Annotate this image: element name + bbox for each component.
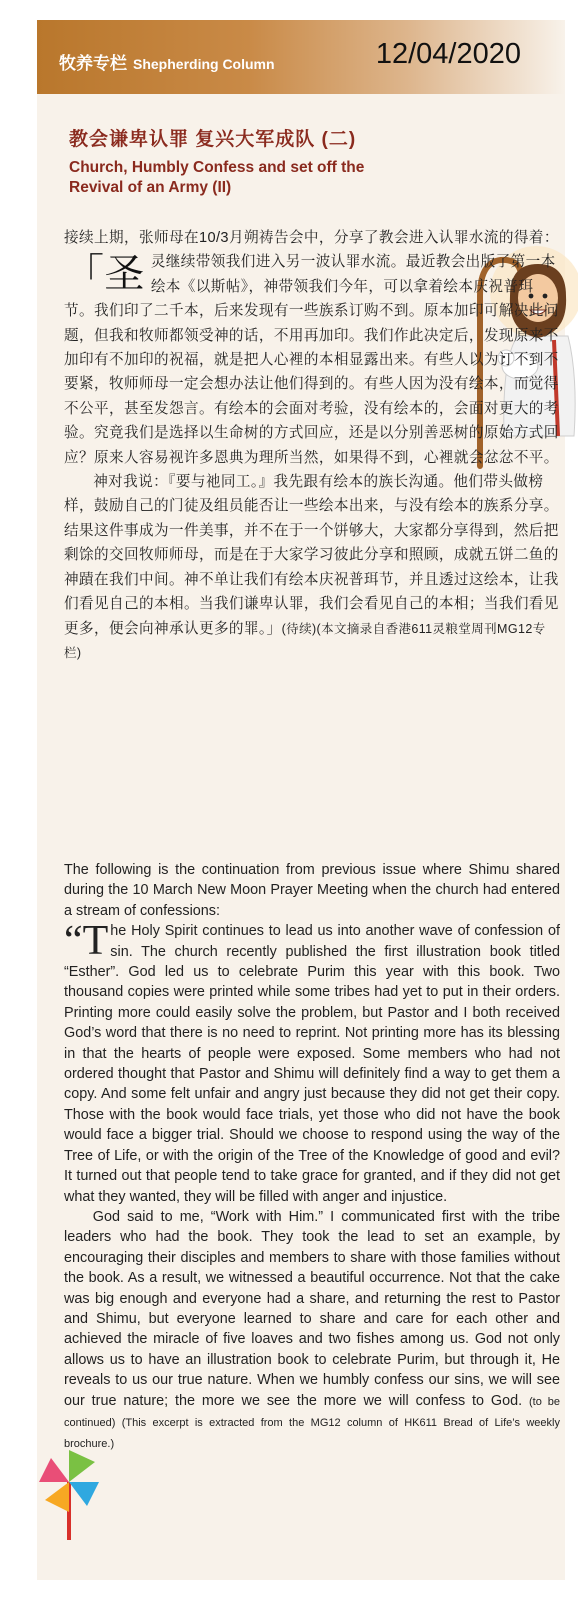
chinese-quote-char: 圣 bbox=[104, 251, 145, 298]
chinese-paragraph-2-text: 神对我说：『要与祂同工。』我先跟有绘本的族长沟通。他们带头做榜样，鼓励自己的门徒及组员能否让一些绘本出来，与没有绘本的族系分享。结果这件事成为一件美事，并不在于一个饼够大，大家都分享得到，然后把剩馀的交回牧师师母，而是在于大家学习彼此分享和照顾，成就五饼二鱼的神蹟在我们中间。神不单让我们有绘本庆祝普珥节，并且透过这绘本，让我们看见自己的本相。当我们谦卑认罪，我们会看见自己的本相；当我们看见更多，便会向神承认更多的罪。」 bbox=[64, 474, 559, 637]
column-banner bbox=[37, 20, 565, 94]
chinese-quote-mark: 「 bbox=[64, 251, 105, 298]
english-intro: The following is the continuation from previous issue where Shimu shared during the 10 March New Moon Prayer Meeting when the church had entered a stream of confessions: bbox=[64, 862, 560, 919]
english-paragraph-2-text: God said to me, “Work with Him.” I communicated first with the tribe leaders who had the book. They took the lead to set an example, by encouraging their disciples and members to share with those families without the book. As a result, we witnessed a beautiful occurrence. Not that the cake was big enough and everyone had a share, and returning the rest to Pastor and Shimu, but everyone learned to share and care for each other and achieved the miracle of five loaves and two fishes among us. God not only allows us to have an illustration book to celebrate Purim, but through it, He reveals to us our true nature. When we humbly confess our sins, we will see our true nature; the more we see the more we will confess to God. bbox=[64, 1208, 560, 1409]
chinese-intro: 接续上期，张师母在10/3月朔祷告会中，分享了教会进入认罪水流的得着： bbox=[64, 230, 559, 246]
column-title-zh: 牧养专栏 bbox=[59, 54, 127, 73]
chinese-continued-note: (待续)(本文摘录自香港611灵粮堂周刊MG12专栏) bbox=[64, 621, 546, 660]
page bbox=[37, 20, 565, 1580]
english-paragraph-1-text: he Holy Spirit continues to lead us into another wave of confession of sin. The church recently published the first illustration book titled “Esther”. God led us to celebrate Purim this year with this book. Two thousand copies were printed while some tribes had yet to put in their orders. Printing more could easily solve the problem, but Pastor and I both received God’s word that there is no need to reprint. Not printing more has its blessing in that the hearts of people were exposed. Some members who had not ordered thought that Pastor and Shimu will definitely find a way to get them a copy. And some felt unfair and angry just because they did not get their copy. Those with the book would face trials, yet those who did not have the book would face a bigger trial. Should we choose to respond using the way of the Tree of Life, or with the origin of the Tree of the Knowledge of good and evil? It turned out that people tend to take grace for granted, and if they did not get what they wanted, they will be filled with anger and injustice. bbox=[64, 923, 560, 1205]
chinese-paragraph-2 bbox=[64, 470, 562, 665]
english-paragraph-2 bbox=[64, 1207, 560, 1455]
english-dropcap: “T bbox=[64, 918, 109, 965]
article-title-zh: 教会谦卑认罪 复兴大军成队 (二) bbox=[69, 129, 357, 150]
column-title bbox=[59, 49, 275, 74]
english-section bbox=[64, 860, 560, 1455]
issue-date: 12/04/2020 bbox=[375, 38, 521, 70]
english-paragraph-1 bbox=[64, 918, 560, 1207]
chinese-section bbox=[64, 226, 562, 665]
english-continued-note: (to be continued) (This excerpt is extracted from the MG12 column of HK611 Bread of Life’s weekly brochure.) bbox=[64, 1395, 560, 1451]
article-title-en: Church, Humbly Confess and set off the Revival of an Army (II) bbox=[69, 159, 365, 196]
column-title-en: Shepherding Column bbox=[133, 56, 275, 72]
pinwheel-logo bbox=[37, 1432, 107, 1542]
chinese-dropcap bbox=[64, 252, 145, 296]
chinese-paragraph-1: 灵继续带领我们进入另一波认罪水流。最近教会出版了第一本绘本《以斯帖》，神带领我们今年，可以拿着绘本庆祝普珥节。我们印了二千本，后来发现有一些族系订购不到。原本加印可解决此问题，但我和牧师都领受神的话，不用再加印。我们作此决定后，发现原来不加印有不加印的祝福，就是把人心裡的本相显露出来。有些人以为订不到不要紧，牧师师母一定会想办法让他们得到的。有些人因为没有绘本，而觉得不公平，甚至发怨言。有绘本的会面对考验，没有绘本的，会面对更大的考验。究竟我们是选择以生命树的方式回应，还是以分别善恶树的原始方式回应？原来人容易视许多恩典为理所当然，如果得不到，心裡就会忿忿不平。 bbox=[64, 254, 559, 466]
